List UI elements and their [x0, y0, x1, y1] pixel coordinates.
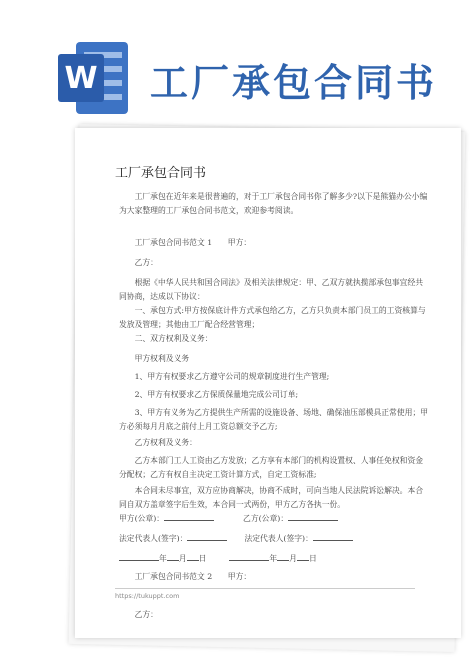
clause-2-heading: 二、双方权利及义务： [134, 334, 213, 343]
date-row [119, 552, 317, 564]
date-b-month: 月 [289, 554, 297, 563]
date-a-year-blank [119, 552, 159, 561]
document-page [75, 128, 461, 638]
hero-banner [0, 0, 474, 130]
date-a-year: 年 [159, 554, 167, 563]
sign-a-label: 甲方(公章)： [119, 514, 165, 523]
date-a-day: 日 [198, 554, 207, 563]
sign-row-1 [119, 512, 338, 524]
basis-paragraph: 根据《中华人民共和国合同法》及相关法律规定：甲、乙双方就执揽部承包事宜经共同协商，达成以下协议： [119, 278, 424, 301]
clause-1: 一、承包方式:甲方按保底计件方式承包给乙方，乙方只负责本部门员工的工资核算与发放及管理；其他由工厂配合经营管理； [119, 306, 426, 329]
rep-b-label: 法定代表人(签字)： [244, 534, 313, 543]
document-title: 工厂承包合同书 [115, 166, 207, 181]
footer-divider [115, 588, 415, 589]
party-b-label: 乙方： [134, 258, 158, 267]
sign-a-blank [164, 512, 214, 521]
sample2-heading: 工厂承包合同书范文 2 甲方： [134, 572, 252, 581]
party-a-item-2: 2、甲方有权要求乙方保质保量地完成公司订单; [134, 390, 299, 399]
party-b-label-2: 乙方： [134, 610, 158, 619]
sign-row-2 [119, 532, 353, 544]
word-icon-letter: W [64, 61, 98, 96]
sign-b-label: 乙方(公章)： [243, 514, 289, 523]
rep-a-blank [187, 532, 227, 541]
hero-title: 工厂承包合同书 [150, 61, 438, 105]
closing-paragraph: 本合同未尽事宜，双方应协商解决，协商不成时，可向当地人民法院诉讼解决。本合同自双方盖章签字后生效，本合同一式两份，甲方乙方各执一份。 [119, 486, 424, 509]
party-b-rights-heading: 乙方权利及义务： [134, 438, 197, 447]
date-b-day: 日 [308, 554, 317, 563]
sign-b-blank [288, 512, 338, 521]
party-a-rights-heading: 甲方权利及义务 [134, 354, 190, 363]
date-b-month-blank [277, 552, 289, 561]
date-b-year-blank [229, 552, 269, 561]
party-a-item-3: 3、甲方有义务为乙方提供生产所需的设施设备、场地、确保油压部模具正常使用；甲方必须每月月底之前付上月工资总额交予乙方; [119, 408, 429, 431]
date-a-month: 月 [178, 554, 187, 563]
date-a-month-blank [167, 552, 179, 561]
footer-url: https://tukuppt.com [115, 592, 180, 600]
rep-b-blank [313, 532, 353, 541]
date-b-day-blank [297, 552, 309, 561]
intro-paragraph: 工厂承包在近年来是很普遍的，对于工厂承包合同书你了解多少?以下是熊猫办公小编为大家整理的工厂承包合同书范文，欢迎参考阅读。 [119, 192, 428, 215]
word-icon [54, 38, 134, 118]
party-b-item: 乙方本部门工人工资由乙方发放；乙方享有本部门的机构设置权、人事任免权和资金分配权；乙方有权自主决定工资计算方式，自定工资标准; [119, 456, 424, 479]
party-a-item-1: 1、甲方有权要求乙方遵守公司的规章制度进行生产管理; [134, 372, 330, 381]
sample1-heading: 工厂承包合同书范文 1 甲方： [134, 238, 252, 247]
date-b-year: 年 [269, 554, 278, 563]
rep-a-label: 法定代表人(签字)： [119, 534, 188, 543]
date-a-day-blank [187, 552, 199, 561]
